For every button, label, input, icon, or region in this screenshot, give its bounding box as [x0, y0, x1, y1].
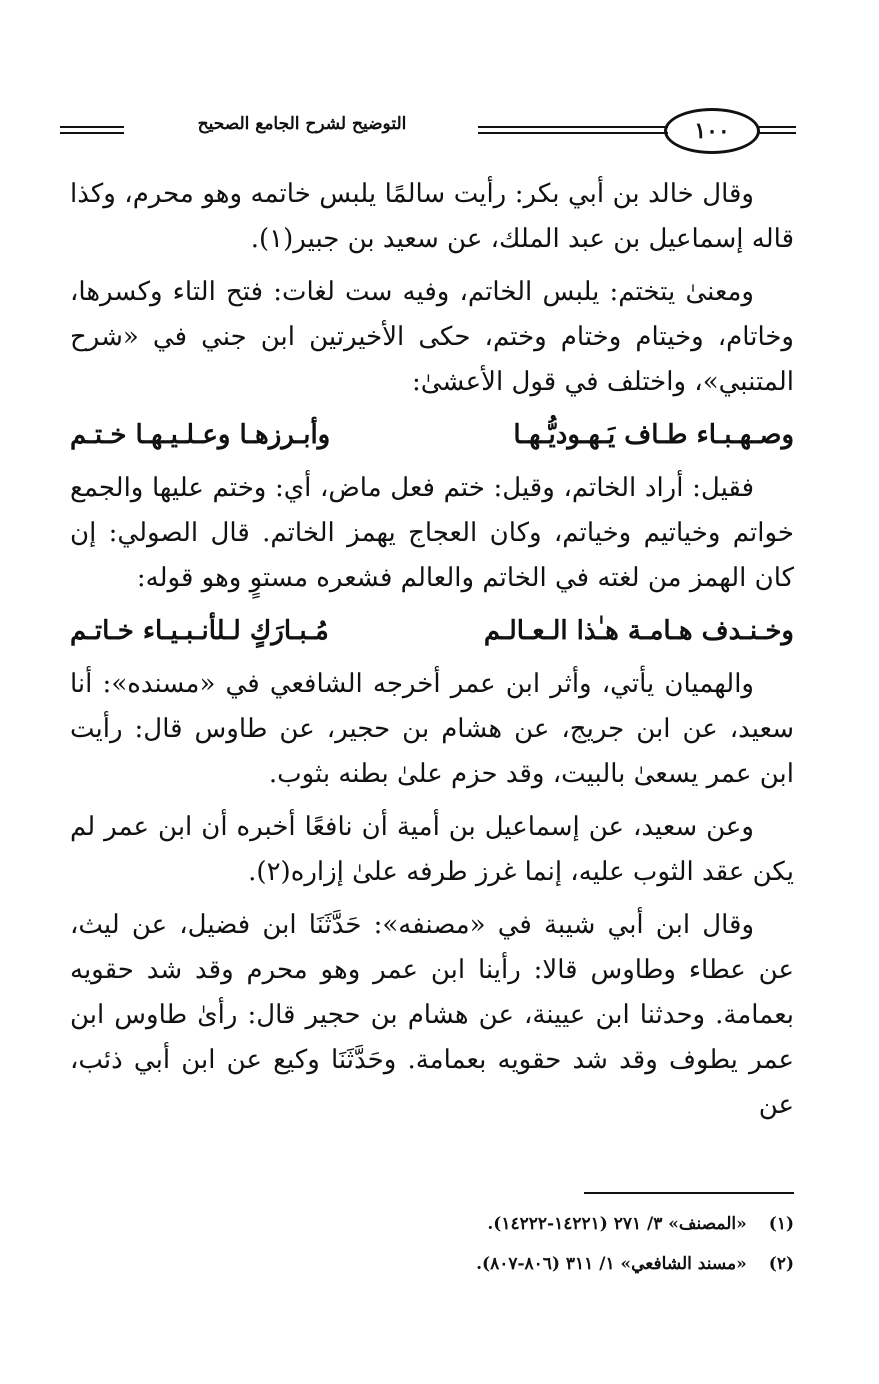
poetry-verse: [70, 609, 794, 654]
header-rule-left: [60, 126, 124, 134]
footnote-number: (١): [768, 1214, 794, 1234]
paragraph: وعن سعيد، عن إسماعيل بن أمية أن نافعًا أخبره أن ابن عمر لم يكن عقد الثوب عليه، إنما غرز طرفه علىٰ إزاره(٢).: [70, 812, 794, 887]
poetry-verse: [70, 413, 794, 458]
page-number-badge: [664, 108, 760, 154]
page-number: ١٠٠: [694, 118, 730, 144]
paragraph: وقال خالد بن أبي بكر: رأيت سالمًا يلبس خاتمه وهو محرم، وكذا قاله إسماعيل بن عبد الملك، عن سعيد بن جبير(١).: [70, 179, 794, 254]
running-title: التوضيح لشرح الجامع الصحيح: [197, 114, 407, 134]
footnote-item: [70, 1244, 794, 1284]
header-rule-middle: [478, 126, 668, 134]
footnotes: [70, 1192, 794, 1284]
paragraph: والهميان يأتي، وأثر ابن عمر أخرجه الشافعي في «مسنده»: أنا سعيد، عن ابن جريج، عن هشام بن حجير، عن طاوس قال: رأيت ابن عمر يسعىٰ بالبيت، وقد حزم علىٰ بطنه بثوب.: [70, 669, 794, 789]
verse-first-hemistich: وصـهـبـاء طـاف يَـهـوديُّـهـا: [513, 420, 794, 450]
paragraph: وقال ابن أبي شيبة في «مصنفه»: حَدَّثَنَا ابن فضيل، عن ليث، عن عطاء وطاوس قالا: رأينا ابن عمر وهو محرم وقد شد حقويه بعمامة. وحدثنا ابن عيينة، عن هشام بن حجير قال: رأىٰ طاوس ابن عمر يطوف وقد شد حقويه بعمامة. وحَدَّثَنَا وكيع عن ابن أبي ذئب، عن: [70, 910, 794, 1120]
main-text: [70, 172, 794, 1136]
verse-second-hemistich: وأبـرزهـا وعـلـيـهـا خـتـم: [70, 420, 331, 450]
paragraph: فقيل: أراد الخاتم، وقيل: ختم فعل ماض، أي: وختم عليها والجمع خواتم وخياتيم وخياتم، وكان العجاج يهمز الخاتم. قال الصولي: إن كان الهمز من لغته في الخاتم والعالم فشعره مستوٍ وهو قوله:: [70, 473, 794, 593]
footnote-number: (٢): [768, 1254, 794, 1274]
header-rule-right: [758, 126, 796, 134]
page-header: [60, 100, 796, 160]
footnote-text: «المصنف» ٣/ ٢٧١ (١٤٢٢١-١٤٢٢٢).: [487, 1214, 747, 1234]
footnote-divider: [584, 1192, 794, 1194]
paragraph: ومعنىٰ يتختم: يلبس الخاتم، وفيه ست لغات: فتح التاء وكسرها، وخاتام، وخيتام وختام وختم، حكى الأخيرتين ابن جني في «شرح المتنبي»، واختلف في قول الأعشىٰ:: [70, 277, 794, 397]
verse-second-hemistich: مُـبـارَكٍ لـلأنـبـيـاء خـاتـم: [70, 616, 329, 646]
verse-first-hemistich: وخـنـدف هـامـة هـٰذا الـعـالـم: [483, 616, 794, 646]
footnote-item: [70, 1204, 794, 1244]
footnote-text: «مسند الشافعي» ١/ ٣١١ (٨٠٦-٨٠٧).: [476, 1254, 747, 1274]
